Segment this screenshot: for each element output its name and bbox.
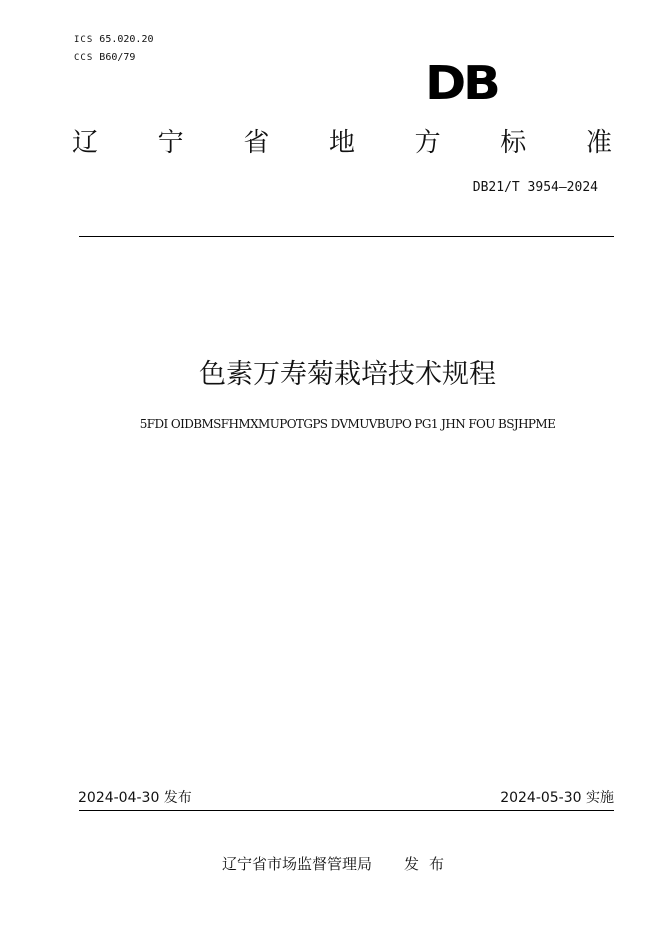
standard-type-char: 准 [585,128,612,158]
ccs-code-row [74,49,153,67]
classification-codes [74,31,153,67]
top-divider [79,236,614,237]
standard-type-char: 方 [414,128,441,158]
document-subtitle-english: 5FDI OIDBMSFHMXMUPOTGPS DVMUVBUPO PG1 JHN FOU BSJHPME [139,417,556,431]
standard-number: DB21/T 3954—2024 [472,180,598,195]
ccs-code: B60/79 [99,52,136,63]
standard-type-char: 标 [500,128,527,158]
standard-type-heading [72,126,612,160]
date-row [78,788,614,808]
standard-type-char: 宁 [157,128,184,158]
implement-date: 2024-05-30 实施 [500,790,614,806]
issuer-action: 发布 [404,855,455,873]
standard-type-char: 省 [243,128,270,158]
standard-type-char: 地 [328,128,355,158]
bottom-divider [79,810,614,811]
ccs-prefix: CCS [74,53,94,63]
document-title: 色素万寿菊栽培技术规程 [199,359,496,390]
standard-type-char: 辽 [72,128,99,158]
ics-prefix: ICS [74,35,94,45]
issuer-name: 辽宁省市场监督管理局 [221,855,372,873]
ics-code-row [74,31,153,49]
ics-code: 65.020.20 [99,34,154,45]
publish-date: 2024-04-30 发布 [78,790,192,806]
issuer-line [0,853,662,875]
db-logo: DB [425,56,498,110]
